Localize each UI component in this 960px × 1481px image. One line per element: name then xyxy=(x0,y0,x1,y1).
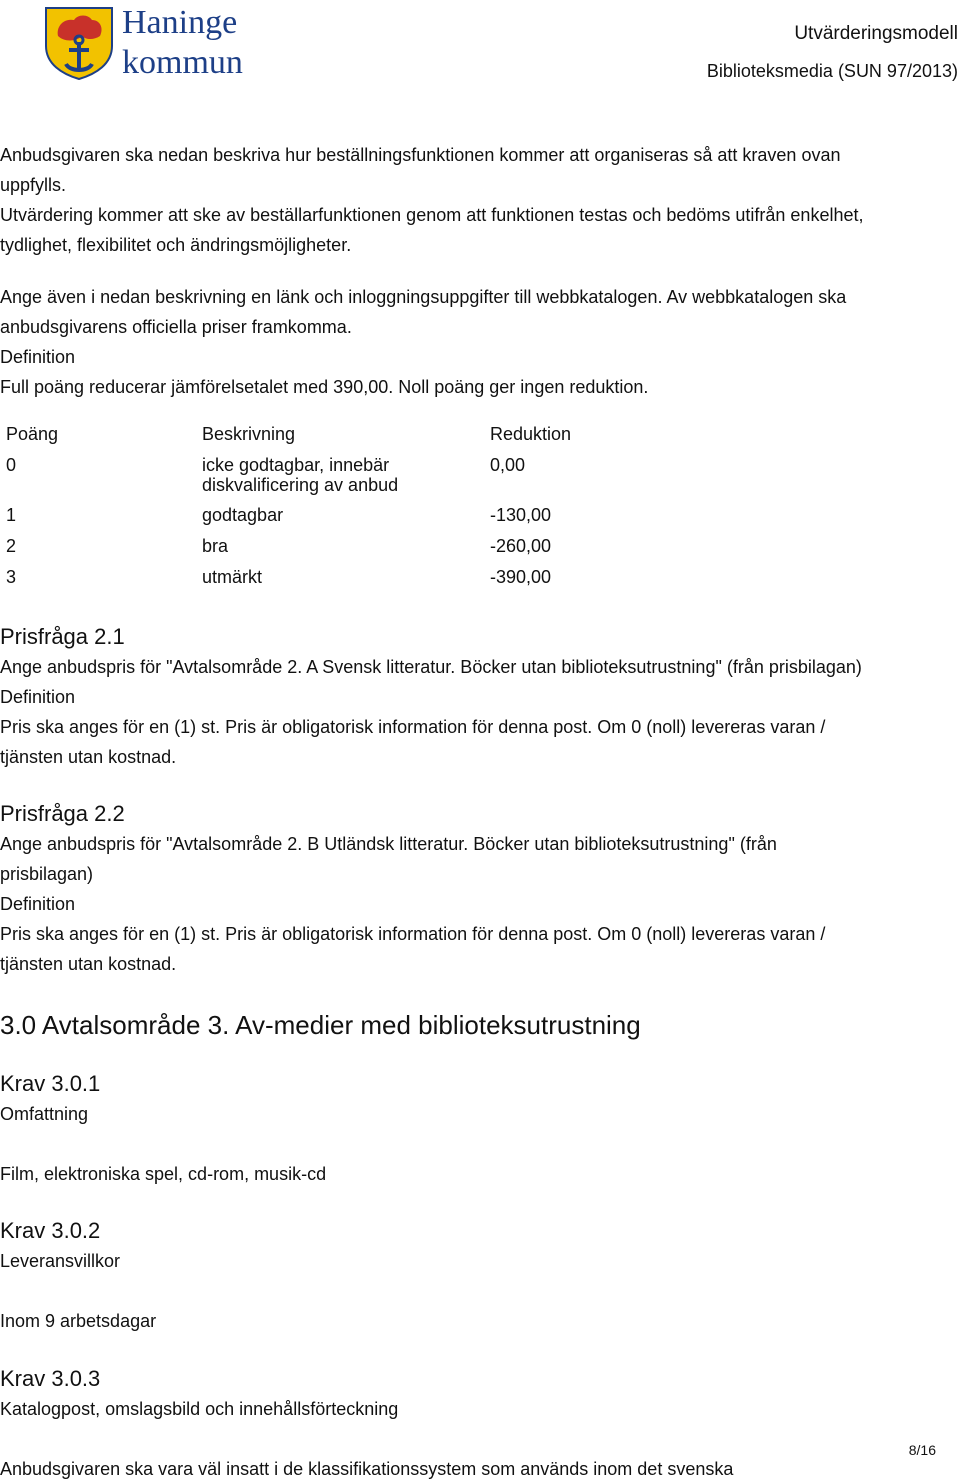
paragraph-line: uppfylls. xyxy=(0,175,67,195)
cell-score: 1 xyxy=(6,505,17,525)
requirement-heading: Krav 3.0.3 xyxy=(0,1366,101,1391)
requirement-heading: Krav 3.0.2 xyxy=(0,1218,101,1243)
column-header-reduction: Reduktion xyxy=(490,424,572,444)
cell-description-line: icke godtagbar, innebär xyxy=(202,455,390,475)
definition-label: Definition xyxy=(0,687,76,707)
definition-text: Full poäng reducerar jämförelsetalet med 390,00. Noll poäng ger ingen reduktion. xyxy=(0,377,649,397)
page-number: 8/16 xyxy=(908,1442,936,1458)
paragraph-line: Anbudsgivaren ska nedan beskriva hur beställningsfunktionen kommer att organiseras så att kraven ovan xyxy=(0,145,841,165)
cell-description: godtagbar xyxy=(202,505,284,525)
chapter-heading: 3.0 Avtalsområde 3. Av-medier med biblioteksutrustning xyxy=(0,1010,641,1040)
table-row xyxy=(2,536,650,567)
paragraph-line: Utvärdering kommer att ske av beställarfunktionen genom att funktionen testas och bedöms utifrån enkelhet, xyxy=(0,205,864,225)
paragraph-line: Ange även i nedan beskrivning en länk och inloggningsuppgifter till webbkatalogen. Av webbkatalogen ska xyxy=(0,287,847,307)
table-row xyxy=(2,505,650,536)
cell-description: bra xyxy=(202,536,229,556)
paragraph-line: Ange anbudspris för "Avtalsområde 2. A Svensk litteratur. Böcker utan biblioteksutrustning" (från prisbilagan) xyxy=(0,657,862,677)
cell-reduction: -390,00 xyxy=(490,567,552,587)
requirement-label: Omfattning xyxy=(0,1104,89,1124)
cell-description-line: diskvalificering av anbud xyxy=(202,475,399,495)
logo-wordmark-line2: kommun xyxy=(122,44,243,81)
paragraph-line: Ange anbudspris för "Avtalsområde 2. B Utländsk litteratur. Böcker utan biblioteksutrustning" (från xyxy=(0,834,777,854)
cell-score: 0 xyxy=(6,455,17,475)
cell-score: 2 xyxy=(6,536,17,556)
requirement-value: Inom 9 arbetsdagar xyxy=(0,1311,157,1331)
table-row xyxy=(2,455,650,505)
cell-reduction: -260,00 xyxy=(490,536,552,556)
requirement-label: Katalogpost, omslagsbild och innehållsförteckning xyxy=(0,1399,399,1419)
score-table xyxy=(2,420,650,598)
cell-score: 3 xyxy=(6,567,17,587)
paragraph-line: tjänsten utan kostnad. xyxy=(0,747,177,767)
requirement-value: Anbudsgivaren ska vara väl insatt i de klassifikationssystem som används inom det svenska xyxy=(0,1459,734,1479)
paragraph-line: anbudsgivarens officiella priser framkomma. xyxy=(0,317,352,337)
paragraph-line: Pris ska anges för en (1) st. Pris är obligatorisk information för denna post. Om 0 (noll) levereras varan / xyxy=(0,717,826,737)
cell-description xyxy=(202,455,490,505)
cell-description: utmärkt xyxy=(202,567,263,587)
definition-label: Definition xyxy=(0,894,76,914)
section-heading: Prisfråga 2.1 xyxy=(0,624,125,649)
table-header-row xyxy=(2,420,650,455)
definition-label: Definition xyxy=(0,347,76,367)
table-row xyxy=(2,567,650,598)
paragraph-line: prisbilagan) xyxy=(0,864,94,884)
paragraph-line: Pris ska anges för en (1) st. Pris är obligatorisk information för denna post. Om 0 (noll) levereras varan / xyxy=(0,924,826,944)
document-title: Utvärderingsmodell xyxy=(794,23,958,44)
requirement-value: Film, elektroniska spel, cd-rom, musik-cd xyxy=(0,1164,327,1184)
paragraph-line: tydlighet, flexibilitet och ändringsmöjligheter. xyxy=(0,235,352,255)
column-header-description: Beskrivning xyxy=(202,424,296,444)
column-header-score: Poäng xyxy=(6,424,59,444)
paragraph-line: tjänsten utan kostnad. xyxy=(0,954,177,974)
requirement-label: Leveransvillkor xyxy=(0,1251,121,1271)
section-heading: Prisfråga 2.2 xyxy=(0,801,125,826)
cell-reduction: 0,00 xyxy=(490,455,526,475)
logo-wordmark-line1: Haninge xyxy=(122,4,238,41)
cell-reduction: -130,00 xyxy=(490,505,552,525)
haninge-crest-logo xyxy=(44,6,114,80)
requirement-heading: Krav 3.0.1 xyxy=(0,1071,101,1096)
document-subtitle: Biblioteksmedia (SUN 97/2013) xyxy=(706,61,958,81)
